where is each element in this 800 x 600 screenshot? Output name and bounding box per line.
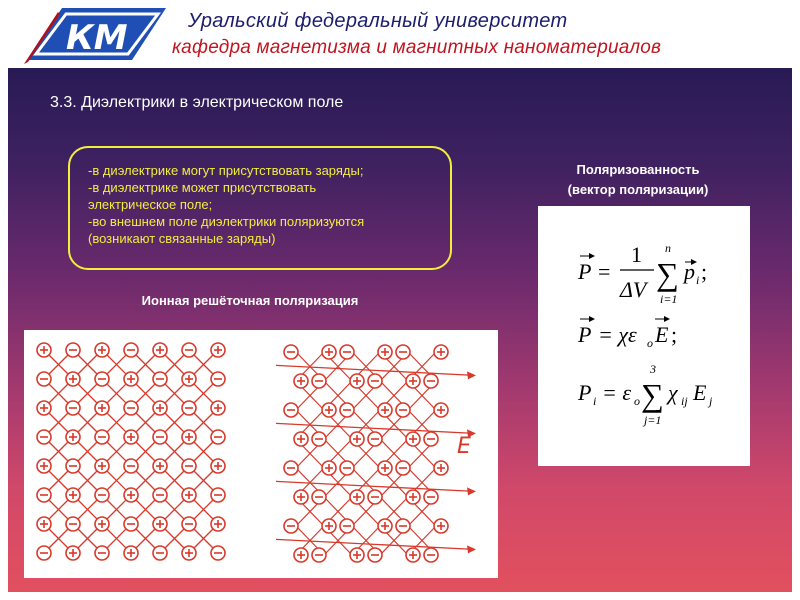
bullet-box: [68, 146, 452, 270]
polarization-title-line1: Поляризованность: [576, 162, 700, 177]
field-label: E: [457, 434, 471, 459]
field-arrowhead: [467, 545, 476, 553]
header-bar: [0, 0, 800, 66]
lattice-svg: [24, 330, 498, 578]
km-logo: [22, 4, 172, 64]
f3-E-sub: j: [709, 394, 713, 408]
ionic-polarization-title: Ионная решёточная поляризация: [141, 293, 359, 308]
f1-end: ;: [701, 259, 708, 284]
bullet-line: -в диэлектрике может присутствовать: [88, 180, 317, 195]
polarization-title: [540, 160, 736, 200]
f3-sum-top: 3: [650, 362, 656, 376]
f1-sub: i: [696, 273, 700, 287]
f3-E: E: [693, 380, 707, 405]
field-arrowhead: [467, 487, 476, 495]
f1-denominator: ΔV: [620, 277, 647, 302]
f1-rhs: p: [684, 259, 695, 284]
f1-lhs: P: [578, 259, 592, 284]
f2-text: = χε: [598, 322, 637, 347]
f2-sub: o: [647, 336, 653, 350]
f3-chi-sub: ij: [681, 394, 688, 408]
sum-sign: ∑: [656, 256, 679, 292]
logo-letters: КМ: [66, 18, 128, 58]
polarization-title-line2: (вектор поляризации): [567, 182, 709, 197]
field-arrowhead: [467, 371, 476, 379]
f1-numerator: 1: [631, 242, 642, 267]
sum-sign: ∑: [641, 377, 664, 413]
f1-eq: =: [598, 259, 611, 284]
f2-lhs: P: [578, 322, 592, 347]
f3-chi: χ: [668, 380, 678, 405]
bullet-line: -во внешнем поле диэлектрики поляризуются: [88, 214, 365, 229]
formula-svg: [538, 206, 750, 466]
ionic-lattice-figure: [24, 330, 498, 578]
f2-vec: E: [655, 322, 669, 347]
f2-end: ;: [671, 322, 678, 347]
bullet-line: -в диэлектрике могут присутствовать заряды;: [88, 163, 364, 178]
f3-eq-sub: o: [634, 394, 640, 408]
bullet-line: (возникают связанные заряды): [88, 231, 276, 246]
department-name: кафедра магнетизма и магнитных наноматериалов: [172, 37, 662, 58]
slide-title: 3.3. Диэлектрики в электрическом поле: [50, 94, 344, 111]
f3-lhs: P: [578, 380, 592, 405]
f3-sum-bottom: j=1: [644, 413, 662, 427]
f3-lhs-sub: i: [593, 394, 597, 408]
f1-sum-bottom: i=1: [660, 292, 678, 306]
f3-eq: = ε: [602, 380, 632, 405]
formula-panel: [538, 206, 750, 466]
bullet-line: электрическое поле;: [88, 197, 213, 212]
f1-sum-top: n: [665, 241, 671, 255]
university-name: Уральский федеральный университет: [188, 10, 568, 32]
